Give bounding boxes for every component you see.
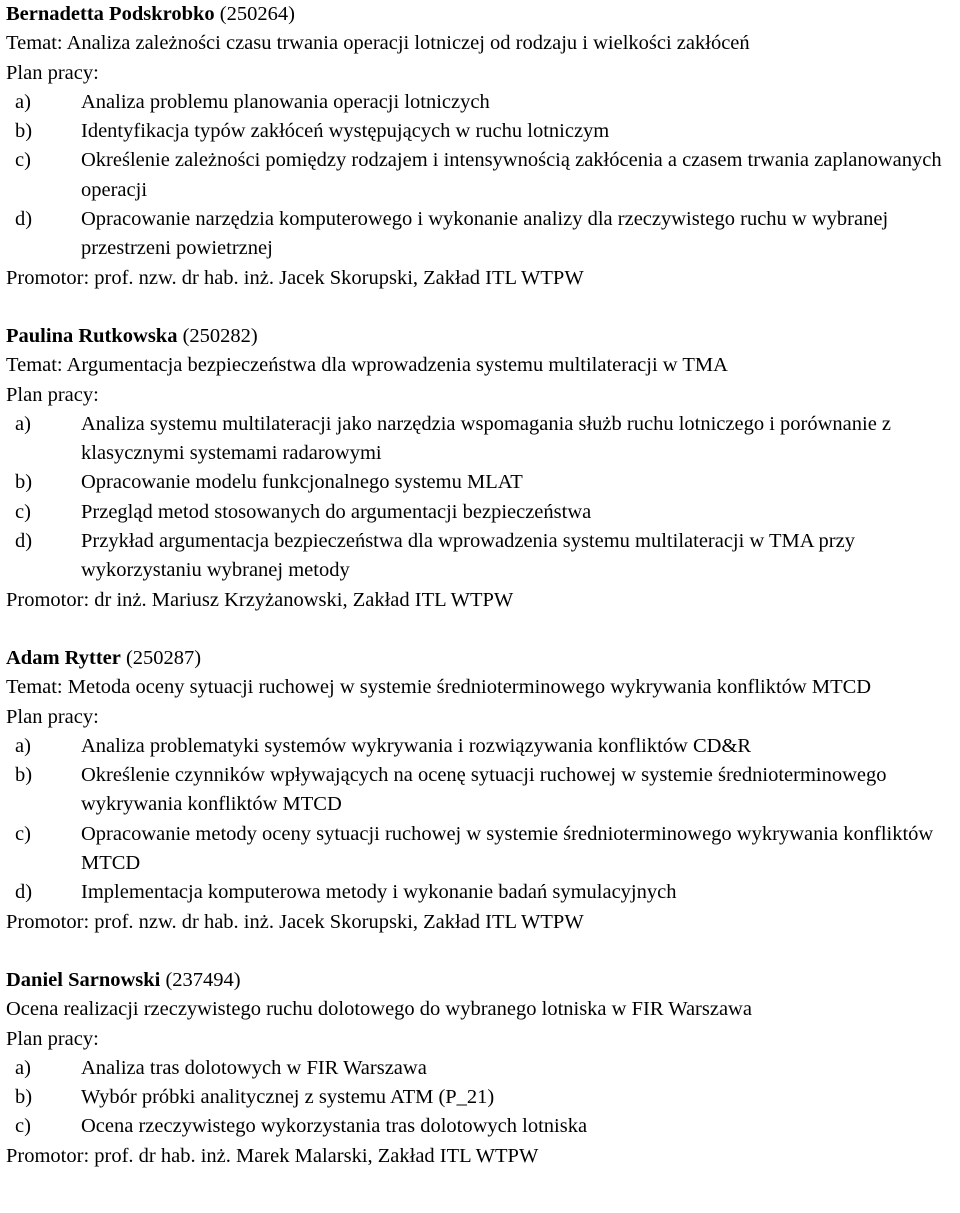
promotor-line: Promotor: prof. nzw. dr hab. inż. Jacek Skorupski, Zakład ITL WTPW xyxy=(6,910,584,933)
plan-list xyxy=(6,1054,960,1142)
student-name: Adam Rytter xyxy=(6,646,121,669)
plan-item-letter: c) xyxy=(15,822,31,845)
plan-item xyxy=(6,527,960,586)
plan-list xyxy=(6,410,960,586)
plan-item xyxy=(6,498,960,527)
plan-item-text: Określenie czynników wpływających na ocenę sytuacji ruchowej w systemie średnioterminowego wykrywania konfliktów MTCD xyxy=(81,764,887,816)
thesis-topic: Temat: Metoda oceny sytuacji ruchowej w systemie średnioterminowego wykrywania konfliktów MTCD xyxy=(6,676,872,699)
plan-item-text: Analiza problematyki systemów wykrywania i rozwiązywania konfliktów CD&R xyxy=(81,734,752,757)
plan-item xyxy=(6,88,960,117)
plan-item-letter: b) xyxy=(15,764,33,787)
plan-list xyxy=(6,88,960,264)
plan-item xyxy=(6,146,960,205)
plan-item-letter: c) xyxy=(15,149,31,172)
student-id: (237494) xyxy=(165,968,241,991)
plan-item xyxy=(6,820,960,879)
plan-label: Plan pracy: xyxy=(6,1027,99,1050)
plan-item-text: Przegląd metod stosowanych do argumentacji bezpieczeństwa xyxy=(81,500,592,523)
plan-label: Plan pracy: xyxy=(6,705,99,728)
plan-item-letter: a) xyxy=(15,90,31,113)
plan-item xyxy=(6,1054,960,1083)
plan-item-letter: a) xyxy=(15,412,31,435)
plan-item-text: Identyfikacja typów zakłóceń występujących w ruchu lotniczym xyxy=(81,120,610,143)
plan-item-letter: b) xyxy=(15,120,33,143)
plan-item-text: Analiza problemu planowania operacji lotniczych xyxy=(81,90,490,113)
student-name: Bernadetta Podskrobko xyxy=(6,3,215,25)
plan-item-letter: b) xyxy=(15,471,33,494)
plan-item-text: Przykład argumentacja bezpieczeństwa dla wprowadzenia systemu multilateracji w TMA przy wykorzystaniu wybranej metody xyxy=(81,530,855,582)
thesis-entry xyxy=(6,966,960,1171)
student-id: (250282) xyxy=(182,324,258,347)
plan-item-letter: a) xyxy=(15,1056,31,1079)
thesis-entry xyxy=(6,322,960,615)
promotor-line: Promotor: prof. dr hab. inż. Marek Malarski, Zakład ITL WTPW xyxy=(6,1144,539,1167)
student-name: Paulina Rutkowska xyxy=(6,324,178,347)
student-line xyxy=(6,644,960,673)
plan-item-letter: c) xyxy=(15,500,31,523)
plan-item-letter: d) xyxy=(15,881,33,904)
student-id: (250264) xyxy=(219,3,295,25)
plan-label: Plan pracy: xyxy=(6,61,99,84)
student-line xyxy=(6,966,960,995)
plan-item-text: Ocena rzeczywistego wykorzystania tras dolotowych lotniska xyxy=(81,1115,588,1138)
plan-item-text: Wybór próbki analitycznej z systemu ATM (P_21) xyxy=(81,1086,495,1109)
student-id: (250287) xyxy=(125,646,202,669)
plan-item-text: Określenie zależności pomiędzy rodzajem i intensywnością zakłócenia a czasem trwania zaplanowanych operacji xyxy=(81,149,942,201)
promotor-line: Promotor: dr inż. Mariusz Krzyżanowski, Zakład ITL WTPW xyxy=(6,588,514,611)
plan-item xyxy=(6,410,960,469)
plan-item-text: Analiza tras dolotowych w FIR Warszawa xyxy=(81,1056,427,1079)
plan-item-text: Implementacja komputerowa metody i wykonanie badań symulacyjnych xyxy=(81,881,677,904)
promotor-line: Promotor: prof. nzw. dr hab. inż. Jacek Skorupski, Zakład ITL WTPW xyxy=(6,266,584,289)
student-name: Daniel Sarnowski xyxy=(6,968,161,991)
thesis-topic: Temat: Argumentacja bezpieczeństwa dla wprowadzenia systemu multilateracji w TMA xyxy=(6,354,728,377)
plan-label: Plan pracy: xyxy=(6,383,99,406)
plan-item xyxy=(6,732,960,761)
student-line xyxy=(6,0,960,29)
plan-item-letter: d) xyxy=(15,530,33,553)
student-line xyxy=(6,322,960,351)
plan-item-letter: c) xyxy=(15,1115,31,1138)
plan-item xyxy=(6,1083,960,1112)
thesis-entry xyxy=(6,0,960,293)
plan-item-letter: b) xyxy=(15,1086,33,1109)
plan-item-text: Analiza systemu multilateracji jako narzędzia wspomagania służb ruchu lotniczego i porównanie z klasycznymi systemami radarowymi xyxy=(81,412,892,465)
plan-item xyxy=(6,205,960,264)
plan-item-letter: d) xyxy=(15,208,33,231)
plan-item xyxy=(6,468,960,497)
plan-item-text: Opracowanie narzędzia komputerowego i wykonanie analizy dla rzeczywistego ruchu w wybranej przestrzeni powietrznej xyxy=(81,208,889,260)
plan-item xyxy=(6,117,960,146)
plan-item xyxy=(6,761,960,820)
plan-item-text: Opracowanie metody oceny sytuacji ruchowej w systemie średnioterminowego wykrywania konfliktów MTCD xyxy=(81,822,934,875)
thesis-topic: Ocena realizacji rzeczywistego ruchu dolotowego do wybranego lotniska w FIR Warszawa xyxy=(6,998,752,1021)
plan-item xyxy=(6,878,960,907)
plan-list xyxy=(6,732,960,908)
thesis-entry xyxy=(6,644,960,937)
plan-item-text: Opracowanie modelu funkcjonalnego systemu MLAT xyxy=(81,471,523,494)
plan-item-letter: a) xyxy=(15,734,31,757)
thesis-topic: Temat: Analiza zależności czasu trwania operacji lotniczej od rodzaju i wielkości zakłóceń xyxy=(6,32,750,55)
plan-item xyxy=(6,1112,960,1141)
